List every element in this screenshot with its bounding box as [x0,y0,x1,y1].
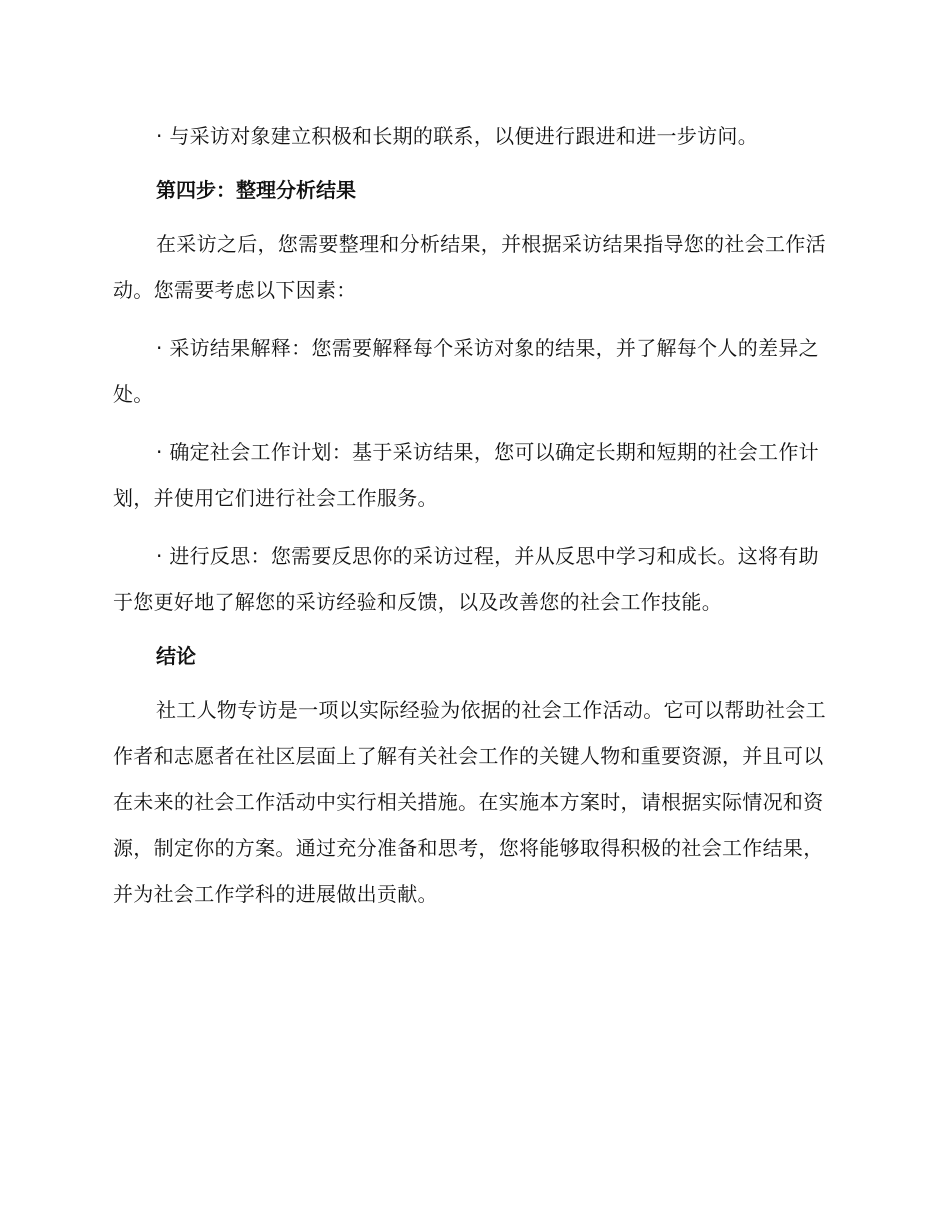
bullet-reflect: · 进行反思：您需要反思你的采访过程，并从反思中学习和成长。这将有助于您更好地了解您的采访经验和反馈，以及改善您的社会工作技能。 [113,544,819,614]
bullet-interpret: · 采访结果解释：您需要解释每个采访对象的结果，并了解每个人的差异之处。 [113,336,819,406]
bullet-plan: · 确定社会工作计划：基于采访结果，您可以确定长期和短期的社会工作计划，并使用它们进行社会工作服务。 [113,440,819,510]
step4-intro: 在采访之后，您需要整理和分析结果，并根据采访结果指导您的社会工作活动。您需要考虑以下因素： [113,232,826,302]
step4-heading: 第四步：整理分析结果 [156,178,356,202]
conclusion-heading: 结论 [156,644,196,668]
conclusion-text: 社工人物专访是一项以实际经验为依据的社会工作活动。它可以帮助社会工作者和志愿者在社区层面上了解有关社会工作的关键人物和重要资源，并且可以在未来的社会工作活动中实行相关措施。在实施本方案时，请根据实际情况和资源，制定你的方案。通过充分准备和思考，您将能够取得积极的社会工作结果，并为社会工作学科的进展做出贡献。 [113,698,826,906]
bullet-followup: · 与采访对象建立积极和长期的联系，以便进行跟进和进一步访问。 [156,124,759,148]
document-body [113,113,833,917]
